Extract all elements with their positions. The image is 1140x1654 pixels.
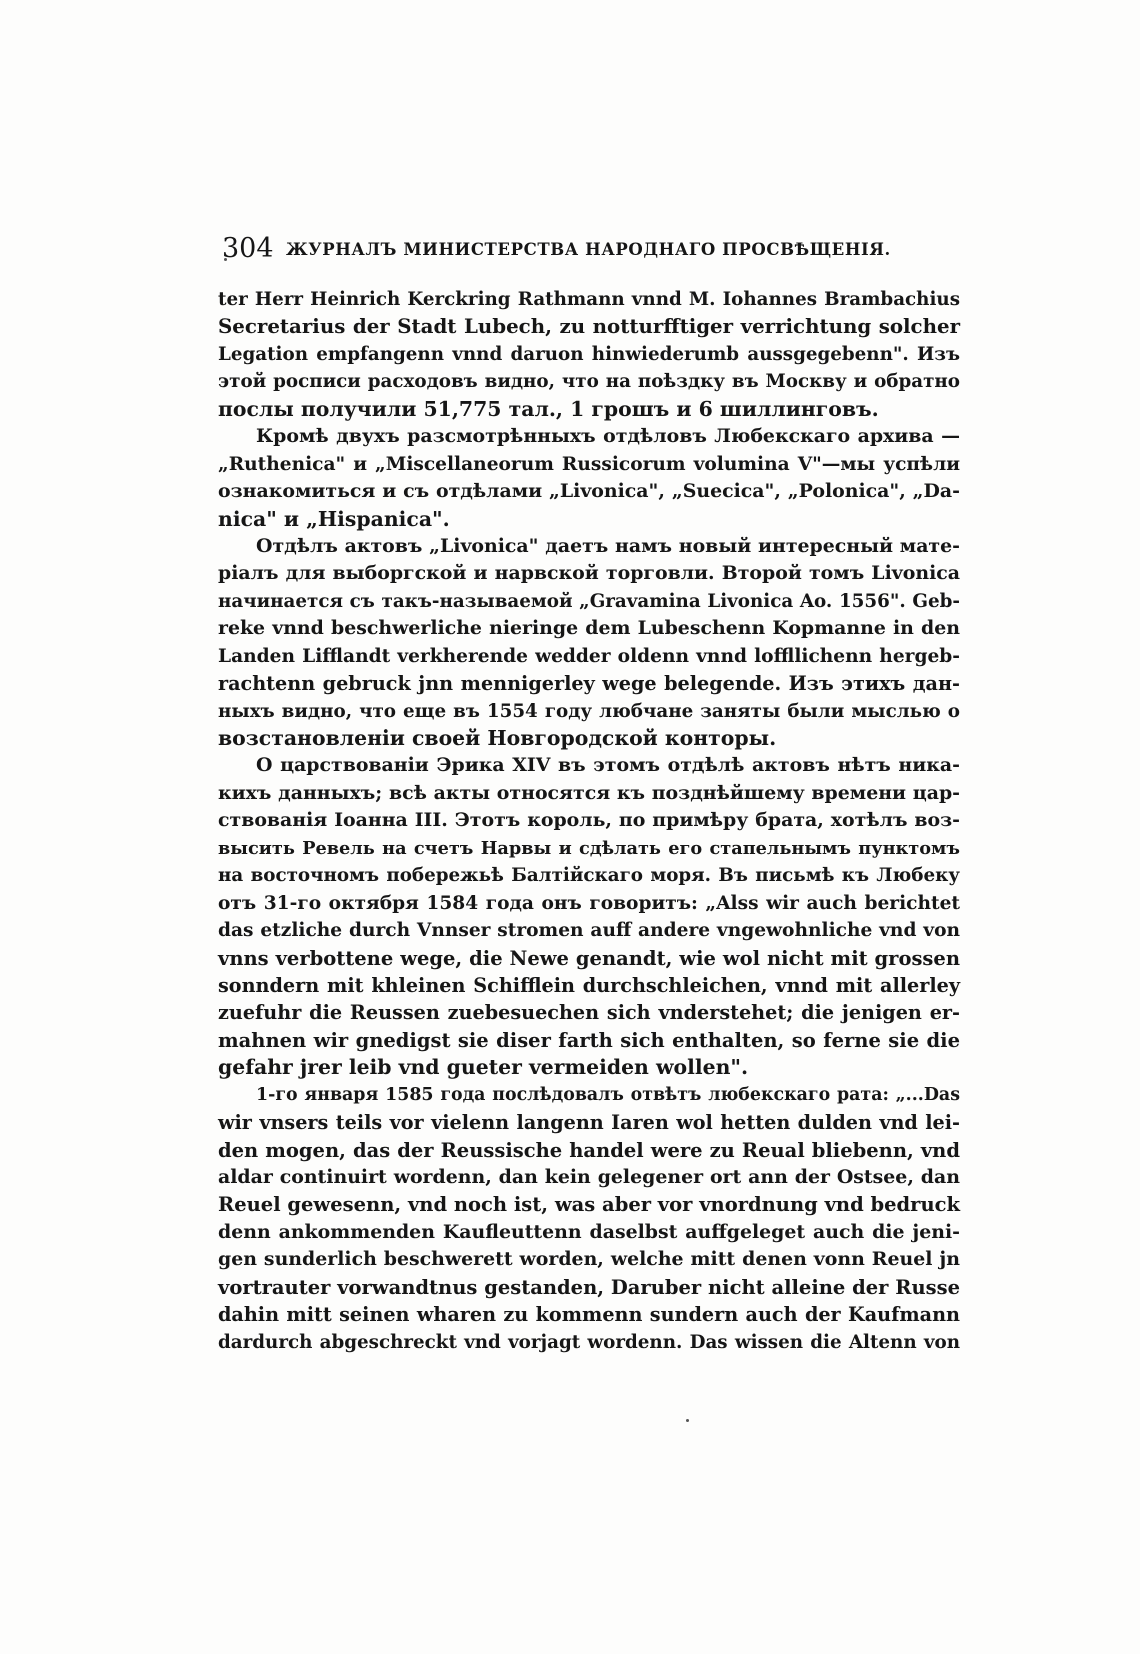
- text-line: gefahr jrer leib vnd gueter vermeiden wollen".: [218, 1055, 749, 1080]
- text-line: этой росписи расходовъ видно, что на поѣздку въ Москву и обратно: [218, 371, 960, 393]
- text-line: ознакомиться и съ отдѣлами „Livonica", „Suecica", „Polonica", „Da-: [218, 480, 960, 503]
- text-line: кихъ данныхъ; всѣ акты относятся къ позднѣйшему времени цар-: [218, 781, 960, 804]
- text-line: послы получили 51,775 тал., 1 грошъ и 6 шиллинговъ.: [218, 396, 879, 421]
- text-line: отъ 31-го октября 1584 года онъ говоритъ: „Alss wir auch berichtet: [218, 892, 960, 914]
- text-line: Landen Lifflandt verkherende wedder oldenn vnnd loffllichenn hergeb-: [218, 645, 960, 667]
- page-header: [222, 232, 962, 266]
- text-line: dardurch abgeschreckt vnd vorjagt wordenn. Das wissen die Altenn von: [218, 1331, 960, 1353]
- text-line: Legation empfangenn vnnd daruon hinwiederumb aussgegebenn". Изъ: [218, 343, 960, 365]
- text-line: den mogen, das der Reussische handel were zu Reual bliebenn, vnd: [218, 1138, 960, 1162]
- text-line: vortrauter vorwandtnus gestanden, Daruber nicht alleine der Russe: [218, 1275, 960, 1299]
- text-line: nica" и „Hispanica".: [218, 506, 450, 531]
- text-line: das etzliche durch Vnnser stromen auff andere vngewohnliche vnd von: [218, 920, 960, 942]
- text-line: Отдѣлъ актовъ „Livonica" даетъ намъ новый интересный мате-: [256, 534, 960, 557]
- text-line: ріалъ для выборгской и нарвской торговли. Второй томъ Livonica: [218, 562, 960, 585]
- running-title: ЖУРНАЛЪ МИНИСТЕРСТВА НАРОДНАГО ПРОСВѢЩЕНІЯ.: [286, 240, 891, 259]
- text-line: начинается съ такъ-называемой „Gravamina Livonica Ao. 1556". Geb-: [218, 590, 960, 612]
- text-line: wir vnsers teils vor vielenn langenn Iaren wol hetten dulden vnd lei-: [218, 1111, 960, 1135]
- text-line: dahin mitt seinen wharen zu kommenn sundern auch der Kaufmann: [218, 1303, 960, 1327]
- text-line: vnns verbottene wege, die Newe genandt, wie wol nicht mit grossen: [218, 946, 960, 970]
- text-line: Reuel gewesenn, vnd noch ist, was aber vor vnordnung vnd bedruck: [218, 1193, 961, 1217]
- text-line: возстановленіи своей Новгородской конторы.: [218, 726, 777, 750]
- text-line: 1-го января 1585 года послѣдовалъ отвѣтъ любекскаго рата: „...Das: [256, 1084, 960, 1105]
- text-line: denn ankommenden Kaufleuttenn daselbst auffgeleget auch die jeni-: [218, 1220, 960, 1243]
- text-line: reke vnnd beschwerliche nieringe dem Lubeschenn Kopmanne in den: [218, 617, 960, 640]
- text-line: mahnen wir gnedigst sie diser farth sich enthalten, so ferne sie die: [218, 1028, 960, 1052]
- body-text: [218, 286, 960, 1356]
- text-line: О царствованіи Эрика XIV въ этомъ отдѣлѣ актовъ нѣтъ ника-: [256, 754, 960, 777]
- text-line: Кромѣ двухъ разсмотрѣнныхъ отдѣловъ Любекскаго архива —: [256, 425, 960, 448]
- page-number: 304: [222, 233, 274, 264]
- text-line: rachtenn gebruck jnn mennigerley wege belegende. Изъ этихъ дан-: [218, 672, 960, 696]
- text-line: aldar continuirt wordenn, dan kein gelegener ort ann der Ostsee, dan: [218, 1166, 960, 1188]
- text-line: ter Herr Heinrich Kerckring Rathmann vnnd M. Iohannes Brambachius: [218, 289, 960, 310]
- print-speck: [686, 1419, 689, 1422]
- text-line: на восточномъ побережьѣ Балтійскаго моря. Въ письмѣ къ Любеку: [218, 865, 960, 887]
- text-line: Secretarius der Stadt Lubech, zu notturfftiger verrichtung solcher: [218, 314, 960, 339]
- text-line: высить Ревель на счетъ Нарвы и сдѣлать его стапельнымъ пунктомъ: [218, 837, 960, 859]
- text-line: zuefuhr die Reussen zuebesuechen sich vnderstehet; die jenigen er-: [218, 1001, 960, 1025]
- text-line: ныхъ видно, что еще въ 1554 году любчане заняты были мыслью о: [218, 700, 960, 722]
- text-line: gen sunderlich beschwerett worden, welche mitt denen vonn Reuel jn: [218, 1248, 960, 1271]
- text-line: „Ruthenica" и „Miscellaneorum Russicorum volumina V"—мы успѣли: [218, 453, 960, 475]
- text-line: sonndern mit khleinen Schifflein durchschleichen, vnnd mit allerley: [218, 973, 960, 997]
- text-line: ствованія Іоанна III. Этотъ король, по примѣру брата, хотѣлъ воз-: [218, 809, 960, 832]
